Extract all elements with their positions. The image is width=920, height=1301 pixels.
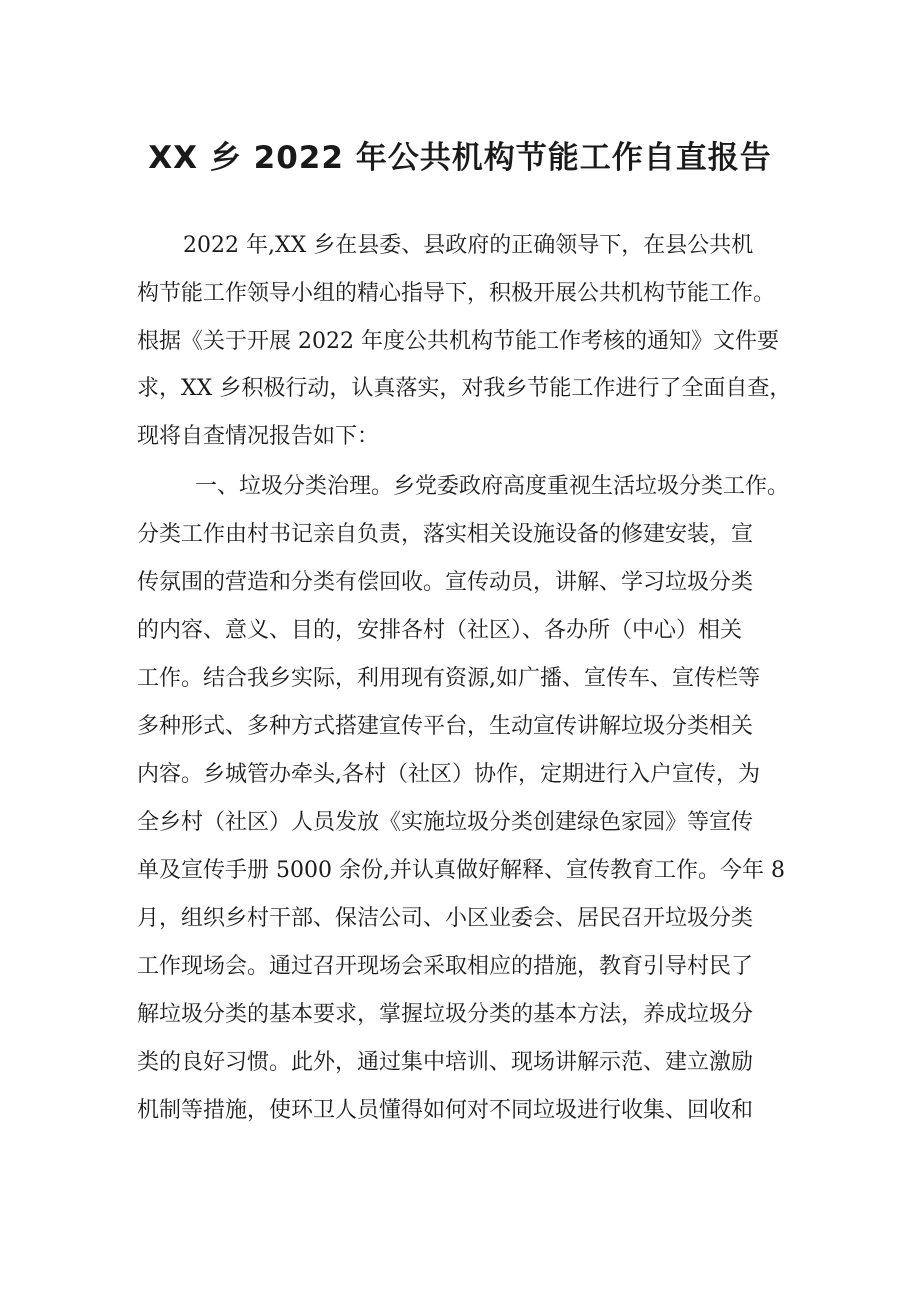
- paragraph-2-line-7: 内容。乡城管办牵头,各村（社区）协作，定期进行入户宣传，为: [137, 762, 760, 787]
- paragraph-1-line-3: 根据《关于开展 2022 年度公共机构节能工作考核的通知》文件要: [137, 329, 779, 354]
- paragraph-2-line-11: 工作现场会。通过召开现场会采取相应的措施，教育引导村民了: [137, 954, 754, 979]
- paragraph-2-line-5: 工作。结合我乡实际，利用现有资源,如广播、宣传车、宣传栏等: [137, 666, 760, 691]
- paragraph-2-line-8: 全乡村（社区）人员发放《实施垃圾分类创建绿色家园》等宣传: [137, 810, 754, 835]
- paragraph-2-line-14: 机制等措施，使环卫人员懂得如何对不同垃圾进行收集、回收和: [137, 1098, 754, 1123]
- paragraph-1-line-1: 2022 年,XX 乡在县委、县政府的正确领导下，在县公共机: [183, 233, 754, 258]
- paragraph-1-line-5: 现将自查情况报告如下：: [137, 424, 380, 449]
- paragraph-2-line-6: 多种形式、多种方式搭建宣传平台，生动宣传讲解垃圾分类相关: [137, 714, 754, 739]
- paragraph-2-line-10: 月，组织乡村干部、保洁公司、小区业委会、居民召开垃圾分类: [137, 906, 754, 931]
- paragraph-2-line-4: 的内容、意义、目的，安排各村（社区）、各办所（中心）相关: [137, 618, 743, 643]
- paragraph-2-line-3: 传氛围的营造和分类有偿回收。宣传动员，讲解、学习垃圾分类: [137, 570, 754, 595]
- paragraph-2-line-12: 解垃圾分类的基本要求，掌握垃圾分类的基本方法，养成垃圾分: [137, 1002, 754, 1027]
- document-title: XX 乡 2022 年公共机构节能工作自直报告: [148, 140, 772, 176]
- paragraph-2-line-1: 一、垃圾分类治理。乡党委政府高度重视生活垃圾分类工作。: [195, 474, 790, 499]
- paragraph-1-line-4: 求，XX 乡积极行动，认真落实，对我乡节能工作进行了全面自查，: [137, 376, 792, 401]
- paragraph-1-line-2: 构节能工作领导小组的精心指导下，积极开展公共机构节能工作。: [137, 281, 776, 306]
- paragraph-2-line-2: 分类工作由村书记亲自负责，落实相关设施设备的修建安装，宣: [137, 522, 754, 547]
- paragraph-2-line-13: 类的良好习惯。此外，通过集中培训、现场讲解示范、建立激励: [137, 1050, 754, 1075]
- paragraph-2-line-9: 单及宣传手册 5000 余份,并认真做好解释、宣传教育工作。今年 8: [137, 858, 785, 883]
